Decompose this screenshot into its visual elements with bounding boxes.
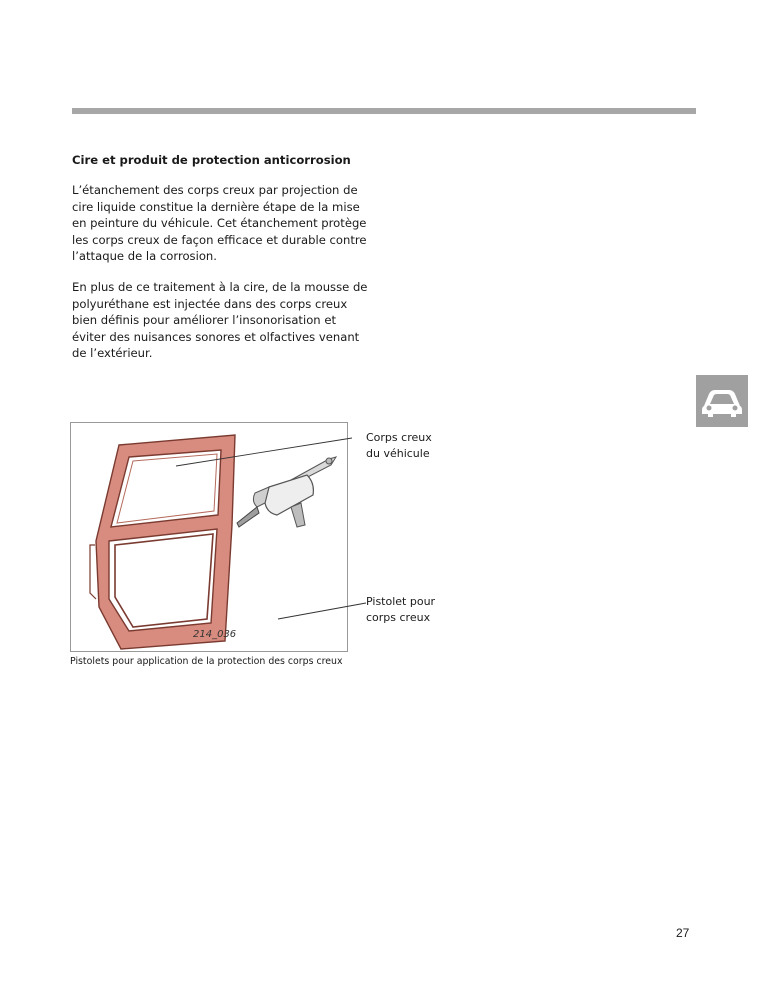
- page-number: 27: [676, 926, 690, 940]
- callout-pistolet: Pistolet pour corps creux: [366, 595, 436, 624]
- door-and-spray-gun-illustration: [71, 423, 348, 652]
- figure-caption: Pistolets pour application de la protection des corps creux: [70, 656, 343, 667]
- figure-id: 214_036: [193, 629, 237, 640]
- top-rule: [72, 108, 696, 114]
- figure-illustration: [70, 422, 348, 652]
- section-heading: Cire et produit de protection anticorrosion: [72, 153, 351, 167]
- car-icon: [696, 375, 748, 427]
- paragraph-1: L’étanchement des corps creux par projection de cire liquide constitue la dernière étape de la mise en peinture du véhicule. Cet étanchement protège les corps creux de façon efficace et durable contre l’attaque de la corrosion.: [72, 183, 367, 264]
- paragraph-2: En plus de ce traitement à la cire, de la mousse de polyuréthane est injectée dans des corps creux bien définis pour améliorer l’insonorisation et éviter des nuisances sonores et olfactives venant de l’extérieur.: [72, 280, 368, 361]
- callout-corps-creux: Corps creux du véhicule: [366, 431, 432, 460]
- side-tab: [696, 375, 748, 427]
